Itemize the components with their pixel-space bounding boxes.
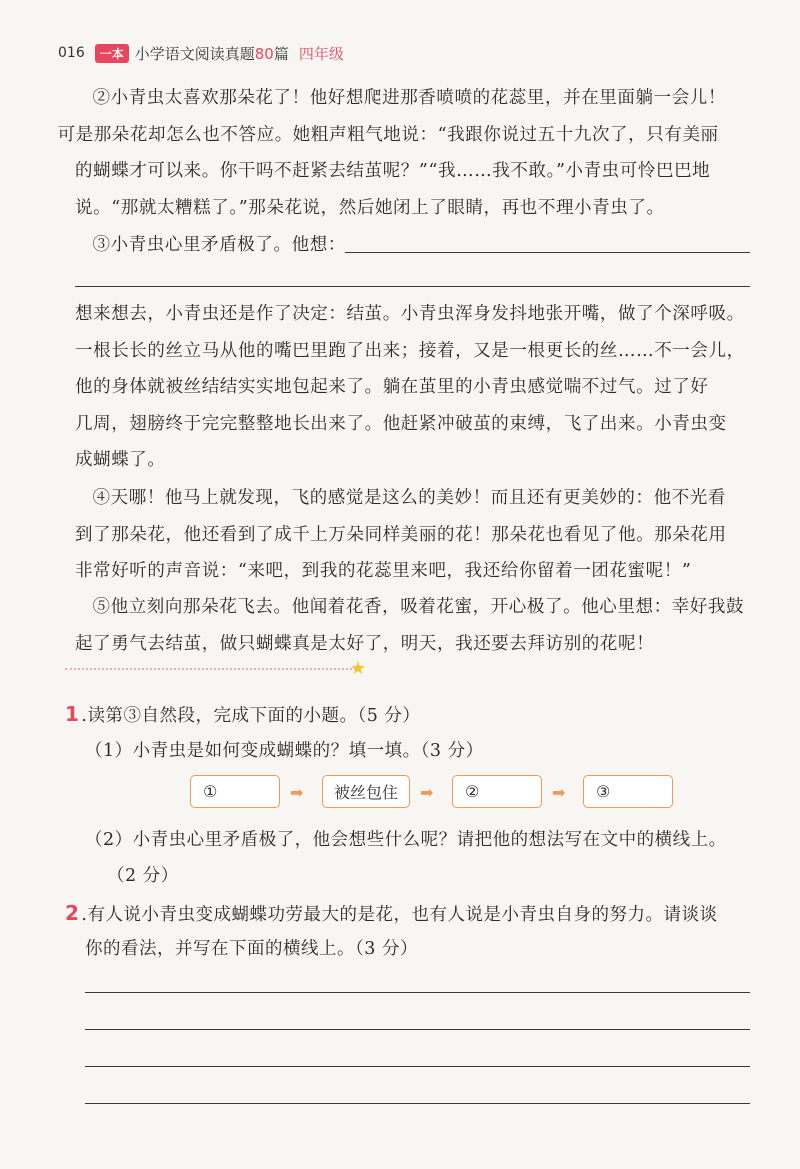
question-1-sub-2: （2）小青虫心里矛盾极了，他会想些什么呢？请把他的想法写在文中的横线上。 (85, 830, 727, 850)
paragraph-2 (57, 80, 755, 226)
question-1 (65, 696, 420, 734)
flow-box-3[interactable]: ② (452, 775, 542, 808)
text-line: 起了勇气去结茧，做只蝴蝶真是太好了，明天，我还要去拜访别的花呢！ (75, 633, 655, 654)
text-line: 非常好听的声音说：“来吧，到我的花蕊里来吧，我还给你留着一团花蜜呢！” (75, 561, 692, 581)
book-title: 小学语文阅读真题80篇 (134, 44, 289, 63)
paragraph-5 (75, 589, 755, 662)
text-line: ③小青虫心里矛盾极了。他想： (92, 235, 346, 255)
page-number: 016 (58, 45, 85, 61)
question-text: .有人说小青虫变成蝴蝶功劳最大的是花，也有人说是小青虫自身的努力。请谈谈 (81, 905, 718, 925)
brand-logo: 一本 (95, 44, 129, 63)
text-line: 他的身体就被丝结结实实地包起来了。躺在茧里的小青虫感觉喘不过气。过了好 (75, 377, 709, 397)
text-line: 的蝴蝶才可以来。你干吗不赶紧去结茧呢？”“我……我不敢。”小青虫可怜巴巴地 (75, 161, 711, 181)
paragraph-3-continued (75, 296, 755, 479)
text-line: ⑤他立刻向那朵花飞去。他闻着花香，吸着花蜜，开心极了。他心里想：幸好我鼓 (92, 597, 745, 617)
answer-line[interactable] (75, 286, 750, 287)
section-divider (65, 668, 360, 670)
question-1-sub-2-score: （2 分） (107, 866, 179, 886)
paragraph-3-start (75, 227, 755, 264)
paragraph-4 (75, 480, 755, 590)
text-line: 成蝴蝶了。 (75, 450, 166, 470)
question-2 (65, 895, 717, 933)
text-line: 想来想去，小青虫还是作了决定：结茧。小青虫浑身发抖地张开嘴，做了个深呼吸。 (75, 304, 745, 324)
answer-line[interactable] (345, 252, 750, 253)
text-line: 可是那朵花却怎么也不答应。她粗声粗气地说：“我跟你说过五十九次了，只有美丽 (57, 124, 719, 145)
question-number: 1 (65, 702, 80, 726)
text-line: 几周，翅膀终于完完整整地长出来了。他赶紧冲破茧的束缚，飞了出来。小青虫变 (75, 413, 727, 434)
answer-line[interactable] (85, 1029, 750, 1030)
flow-box-4[interactable]: ③ (583, 775, 673, 808)
arrow-right-icon: ➡ (290, 783, 304, 802)
text-line: ②小青虫太喜欢那朵花了！他好想爬进那香喷喷的花蕊里，并在里面躺一会儿！ (92, 88, 726, 108)
question-number: 2 (65, 901, 80, 925)
text-line: 到了那朵花，他还看到了成千上万朵同样美丽的花！那朵花也看见了他。那朵花用 (75, 524, 727, 545)
answer-line[interactable] (85, 1103, 750, 1104)
answer-line[interactable] (85, 992, 750, 993)
text-line: ④天哪！他马上就发现，飞的感觉是这么的美妙！而且还有更美妙的：他不光看 (92, 488, 726, 508)
question-text: .读第③自然段，完成下面的小题。（5 分） (81, 706, 421, 726)
page-header (58, 40, 344, 66)
question-1-sub-1: （1）小青虫是如何变成蝴蝶的？填一填。（3 分） (85, 741, 484, 761)
answer-line[interactable] (85, 1066, 750, 1067)
question-2-text-cont: 你的看法，并写在下面的横线上。（3 分） (85, 939, 418, 959)
flow-box-1[interactable]: ① (190, 775, 280, 808)
star-icon: ★ (350, 658, 367, 679)
grade-label: 四年级 (298, 44, 344, 63)
arrow-right-icon: ➡ (420, 783, 434, 802)
flow-box-2: 被丝包住 (322, 775, 410, 808)
text-line: 一根长长的丝立马从他的嘴巴里跑了出来；接着，又是一根更长的丝……不一会儿， (75, 340, 745, 361)
text-line: 说。“那就太糟糕了。”那朵花说，然后她闭上了眼睛，再也不理小青虫了。 (75, 197, 665, 218)
arrow-right-icon: ➡ (552, 783, 566, 802)
